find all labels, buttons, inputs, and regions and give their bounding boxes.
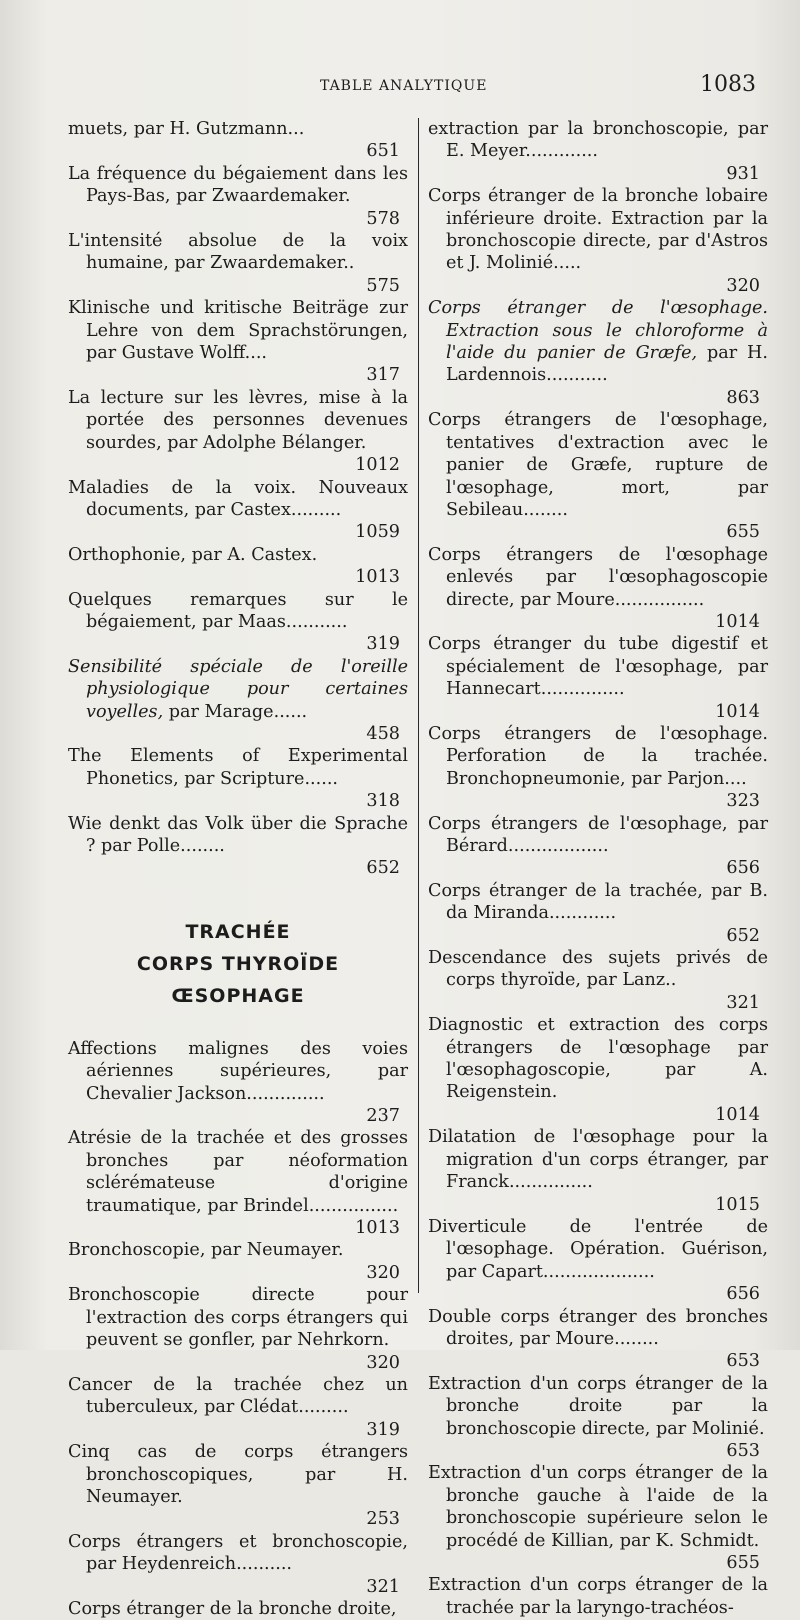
entry-text: Corps étranger de la trachée, par B. da Miranda............ — [428, 880, 768, 924]
section-heading-line: ŒSOPHAGE — [171, 984, 305, 1007]
page-header — [0, 72, 800, 106]
entry-page-ref: 323 — [726, 791, 760, 812]
entry-page-ref: 575 — [366, 275, 400, 296]
entry-page-ref: 653 — [726, 1351, 760, 1372]
index-entry — [68, 387, 408, 477]
index-entry — [68, 1374, 408, 1441]
entry-text: Bronchoscopie, par Neumayer. — [68, 1240, 344, 1261]
index-entry — [68, 477, 408, 544]
index-entry — [428, 633, 768, 723]
entry-page-ref: 321 — [726, 992, 760, 1013]
entry-page-ref: 317 — [366, 365, 400, 386]
index-entry — [68, 1127, 408, 1239]
entry-page-ref: 863 — [726, 387, 760, 408]
section-heading — [68, 916, 408, 1012]
index-entry — [68, 813, 408, 880]
entry-page-ref: 253 — [366, 1509, 400, 1530]
entry-text: Quelques remarques sur le bégaiement, par Maas........... — [68, 589, 408, 632]
entry-page-ref: 321 — [366, 1576, 400, 1597]
entry-page-ref: 319 — [366, 1419, 400, 1440]
running-title: TABLE ANALYTIQUE — [320, 78, 488, 94]
index-entry — [428, 409, 768, 543]
section-heading-line: TRACHÉE — [185, 920, 291, 943]
index-entry — [428, 1014, 768, 1126]
index-entry — [68, 163, 408, 230]
index-entry — [428, 544, 768, 634]
entry-page-ref: 655 — [726, 522, 760, 543]
entry-title-italic: Corps étranger de l'œsophage. Extraction sous le chloroforme à l'aide du panier de Græfe, — [428, 298, 768, 364]
index-list-bottom — [68, 1038, 408, 1620]
entry-text: Corps étrangers de l'œsophage, par Bérard.................. — [428, 813, 768, 856]
entry-page-ref: 1013 — [355, 1218, 400, 1239]
index-entry — [428, 118, 768, 185]
entry-page-ref: 1014 — [715, 701, 760, 722]
index-entry — [68, 297, 408, 387]
entry-text: Diverticule de l'entrée de l'œsophage. Opération. Guérison, par Capart.................... — [428, 1216, 768, 1282]
entry-page-ref: 931 — [726, 163, 760, 184]
entry-text: Corps étrangers de l'œsophage. Perforation de la trachée. Bronchopneumonie, par Parjon.... — [428, 723, 768, 789]
entry-text: Orthophonie, par A. Castex. — [68, 544, 318, 565]
section-heading-line: CORPS THYROÏDE — [136, 952, 340, 975]
entry-page-ref: 320 — [366, 1352, 400, 1373]
index-entry — [68, 745, 408, 812]
index-list-right — [428, 118, 768, 1619]
entry-text: Extraction d'un corps étranger de la trachée par la laryngo-trachéos- — [428, 1575, 768, 1618]
index-entry — [68, 544, 408, 589]
entry-page-ref: 651 — [366, 141, 400, 162]
entry-text: Klinische und kritische Beiträge zur Lehre von dem Sprachstörungen, par Gustave Wolff.... — [68, 298, 408, 364]
entry-text: Affections malignes des voies aériennes supérieures, par Chevalier Jackson.............. — [68, 1038, 408, 1104]
index-entry — [428, 813, 768, 880]
entry-page-ref: 1014 — [715, 1104, 760, 1125]
entry-page-ref: 1014 — [715, 611, 760, 632]
index-entry — [68, 230, 408, 297]
entry-page-ref: 652 — [726, 925, 760, 946]
index-entry — [428, 1126, 768, 1216]
entry-page-ref: 653 — [726, 1440, 760, 1461]
entry-text: Extraction d'un corps étranger de la bronche gauche à l'aide de la bronchoscopie supérieure selon le procédé de Killian, par K. Schmidt. — [428, 1463, 768, 1551]
index-entry — [68, 118, 408, 163]
index-entry — [68, 1441, 408, 1531]
entry-text: Corps étrangers de l'œsophage enlevés par l'œsophagoscopie directe, par Moure................ — [428, 544, 768, 610]
entry-text: Corps étranger du tube digestif et spécialement de l'œsophage, par Hannecart............... — [428, 634, 768, 700]
entry-title-italic: Sensibilité spéciale de l'oreille physiologique pour certaines voyelles, — [68, 656, 408, 722]
entry-text: Cinq cas de corps étrangers bronchoscopiques, par H. Neumayer. — [68, 1442, 408, 1507]
entry-page-ref: 1012 — [355, 455, 400, 476]
entry-page-ref: 655 — [726, 1553, 760, 1573]
entry-text: Dilatation de l'œsophage pour la migration d'un corps étranger, par Franck............... — [428, 1127, 768, 1193]
column-divider — [418, 118, 419, 1293]
index-entry — [428, 1462, 768, 1574]
index-entry — [428, 947, 768, 1014]
entry-page-ref: 1015 — [715, 1194, 760, 1215]
entry-page-ref: 318 — [366, 791, 400, 812]
entry-page-ref: 458 — [366, 723, 400, 744]
entry-page-ref: 237 — [366, 1106, 400, 1127]
index-entry — [428, 185, 768, 297]
entry-text: Cancer de la trachée chez un tuberculeux, par Clédat......... — [68, 1374, 408, 1418]
entry-text: Bronchoscopie directe pour l'extraction des corps étrangers qui peuvent se gonfler, par Nehrkorn. — [68, 1285, 408, 1351]
entry-text: Corps étranger de la bronche lobaire inférieure droite. Extraction par la bronchoscopie directe, par d'Astros et J. Molinié..... — [428, 186, 768, 274]
entry-text: muets, par H. Gutzmann... — [68, 119, 305, 139]
index-entry — [68, 589, 408, 656]
index-entry — [428, 1574, 768, 1619]
left-column — [68, 118, 408, 1619]
entry-page-ref: 319 — [366, 634, 400, 655]
index-entry — [428, 723, 768, 813]
entry-page-ref: 320 — [366, 1262, 400, 1283]
entry-text: Corps étranger de la bronche droite, — [68, 1598, 397, 1619]
entry-page-ref: 578 — [366, 208, 400, 229]
index-list-top — [68, 118, 408, 880]
index-entry — [68, 1038, 408, 1128]
entry-text: La lecture sur les lèvres, mise à la portée des personnes devenues sourdes, par Adolphe Bélanger. — [68, 387, 408, 453]
entry-text: Maladies de la voix. Nouveaux documents, par Castex......... — [68, 477, 408, 520]
entry-text: par Marage...... — [163, 701, 308, 722]
index-entry — [68, 1531, 408, 1598]
index-entry — [428, 297, 768, 409]
index-entry — [428, 1216, 768, 1306]
entry-text: L'intensité absolue de la voix humaine, par Zwaardemaker.. — [68, 231, 408, 274]
entry-page-ref: 1059 — [355, 522, 400, 543]
entry-page-ref: 1013 — [355, 567, 400, 588]
right-column — [428, 118, 768, 1618]
entry-text: par H. Lardennois........... — [446, 343, 768, 386]
entry-page-ref: 656 — [726, 1284, 760, 1305]
index-entry — [428, 880, 768, 947]
page-number: 1083 — [700, 72, 756, 97]
entry-text: Atrésie de la trachée et des grosses bronches par néoformation sclérémateuse d'origine traumatique, par Brindel................ — [68, 1128, 408, 1216]
entry-text: Extraction d'un corps étranger de la bronche droite par la bronchoscopie directe, par Molinié. — [428, 1373, 768, 1439]
index-entry — [428, 1306, 768, 1373]
entry-text: Diagnostic et extraction des corps étrangers de l'œsophage par l'œsophagoscopie, par A. Reigenstein. — [428, 1015, 768, 1103]
index-entry — [428, 1373, 768, 1463]
entry-text: extraction par la bronchoscopie, par E. Meyer............. — [428, 119, 768, 162]
entry-page-ref: 656 — [726, 858, 760, 879]
entry-text: La fréquence du bégaiement dans les Pays-Bas, par Zwaardemaker. — [68, 163, 408, 207]
entry-text: Descendance des sujets privés de corps thyroïde, par Lanz.. — [428, 948, 768, 991]
index-entry — [68, 656, 408, 746]
index-entry — [68, 1239, 408, 1284]
entry-text: The Elements of Experimental Phonetics, par Scripture...... — [68, 746, 408, 789]
entry-page-ref: 652 — [366, 858, 400, 879]
entry-text: Double corps étranger des bronches droites, par Moure........ — [428, 1306, 768, 1349]
entry-text: Wie denkt das Volk über die Sprache ? par Polle........ — [68, 813, 408, 856]
entry-text: Corps étrangers de l'œsophage, tentatives d'extraction avec le panier de Græfe, rupture de l'œsophage, mort, par Sebileau........ — [428, 410, 768, 520]
entry-page-ref: 320 — [726, 275, 760, 296]
index-entry — [68, 1598, 408, 1620]
entry-text: Corps étrangers et bronchoscopie, par Heydenreich.......... — [68, 1531, 408, 1575]
index-entry — [68, 1284, 408, 1374]
